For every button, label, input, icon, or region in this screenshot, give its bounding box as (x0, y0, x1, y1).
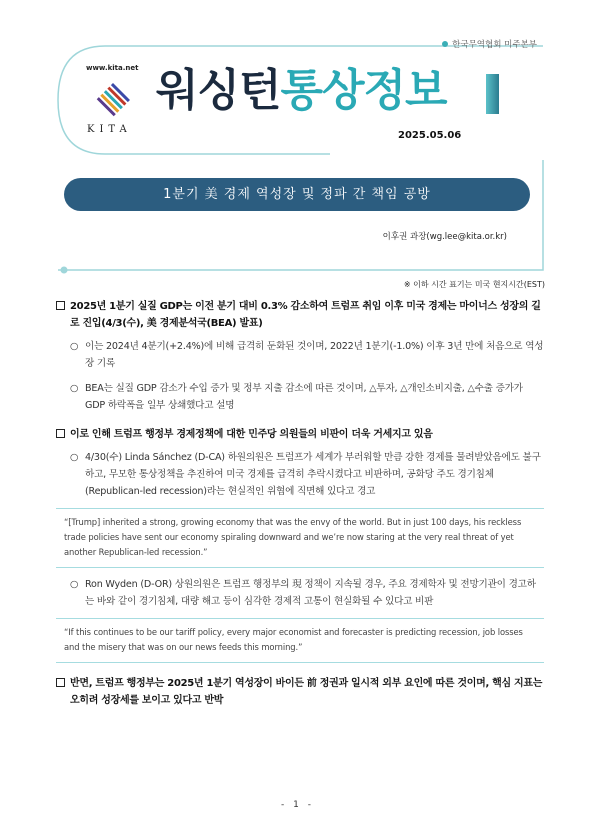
bullet-item (60, 576, 544, 610)
empty-square-icon (56, 678, 65, 687)
quote-sanchez: “[Trump] inherited a strong, growing economy that was the envy of the world. But in just 100 days, his reckless trade policies have sent our economy spiraling downward and we’re now staring at the very real threat of yet another Republican-led recession.” (56, 508, 544, 568)
section-heading-1 (56, 298, 544, 332)
circle-bullet-icon: ○ (70, 383, 79, 394)
heading-text: 반면, 트럼프 행정부는 2025년 1분기 역성장이 바이든 前 정권과 일시적 외부 요인에 따른 것이며, 핵심 지표는 오히려 성장세를 보이고 있다고 반박 (70, 678, 543, 706)
empty-square-icon (56, 429, 65, 438)
time-zone-note: ※ 이하 시간 표기는 미국 현지시간(EST) (403, 280, 545, 289)
quote-wyden: “If this continues to be our tariff policy, every major economist and forecaster is predicting recession, job losses and the misery that was on our news feeds this morning.” (56, 618, 544, 663)
title-trade-info: 통상정보 (280, 65, 447, 116)
author-line: 이후권 과장(wg.lee@kita.or.kr) (382, 232, 507, 242)
issue-date: 2025.05.06 (398, 130, 462, 141)
heading-text: 이로 인해 트럼프 행정부 경제정책에 대한 민주당 의원들의 비판이 더욱 거세지고 있음 (70, 429, 433, 440)
organization-label (442, 38, 537, 50)
bullet-item (60, 338, 544, 372)
bullet-item (60, 449, 544, 500)
bullet-item (60, 380, 544, 414)
page-number: - 1 - (281, 800, 314, 810)
circle-bullet-icon: ○ (70, 452, 79, 463)
section-heading-2 (56, 426, 544, 443)
publication-title (156, 66, 447, 116)
bullet-text: 4/30(수) Linda Sánchez (D-CA) 하원의원은 트럼프가 세계가 부러워할 만큼 강한 경제를 물려받았음에도 불구하고, 무모한 통상정책을 추진하여 미국 경제를 급격히 추락시켰다고 비판하며, 공화당 주도 경기침체(Republican-led recession)라는 현실적인 위협에 직면해 있다고 경고 (85, 452, 541, 497)
bullet-text: Ron Wyden (D-OR) 상원의원은 트럼프 행정부의 現 정책이 지속될 경우, 주요 경제학자 및 전망기관이 경고하는 바와 같이 경기침체, 대량 해고 등이 심각한 경제적 고통이 현실화될 수 있다고 비판 (85, 579, 536, 607)
circle-bullet-icon: ○ (70, 341, 79, 352)
bullet-text: BEA는 실질 GDP 감소가 수입 증가 및 정부 지출 감소에 따른 것이며, △투자, △개인소비지출, △수출 증가가 GDP 하락폭을 일부 상쇄했다고 설명 (85, 383, 523, 411)
kita-logo-icon (93, 80, 133, 120)
bullet-text: 이는 2024년 4분기(+2.4%)에 비해 급격히 둔화된 것이며, 2022년 1분기(-1.0%) 이후 3년 만에 처음으로 역성장 기록 (85, 341, 544, 369)
title-accent-bar (486, 74, 499, 114)
organization-name: 한국무역협회 미주본부 (452, 40, 537, 50)
circle-bullet-icon: ○ (70, 579, 79, 590)
section-heading-3 (56, 675, 544, 709)
title-washington: 워싱턴 (156, 65, 281, 116)
heading-text: 2025년 1분기 실질 GDP는 이전 분기 대비 0.3% 감소하여 트럼프 취임 이후 미국 경제는 마이너스 성장의 길로 진입(4/3(수), 美 경제분석국(BEA) 발표) (70, 301, 541, 329)
kita-logo-text: KITA (87, 124, 132, 135)
kita-url: www.kita.net (86, 64, 139, 72)
report-body (56, 298, 544, 715)
empty-square-icon (56, 301, 65, 310)
report-title-banner: 1분기 美 경제 역성장 및 정파 간 책임 공방 (64, 178, 530, 211)
teal-dot-icon (442, 41, 448, 47)
